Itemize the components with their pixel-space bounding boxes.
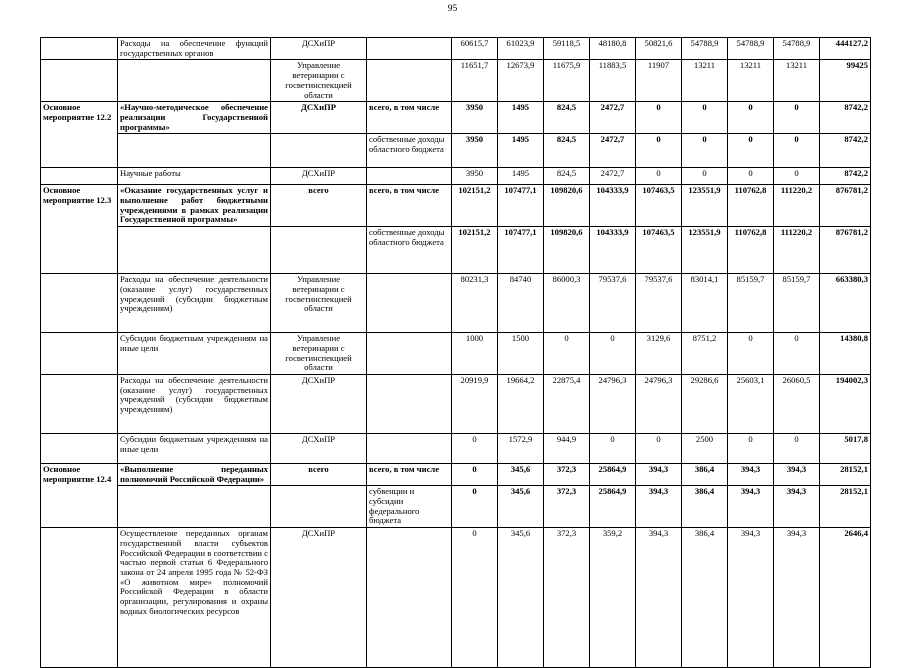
year-value-cell: 12673,9 bbox=[498, 60, 544, 102]
year-value-cell: 0 bbox=[636, 433, 682, 463]
year-value-cell: 25603,1 bbox=[728, 374, 774, 433]
year-value-cell: 0 bbox=[590, 433, 636, 463]
year-value-cell: 0 bbox=[728, 134, 774, 168]
year-value-cell: 102151,2 bbox=[452, 227, 498, 274]
total-cell: 2646,4 bbox=[820, 528, 871, 668]
year-value-cell: 824,5 bbox=[544, 102, 590, 134]
year-value-cell: 0 bbox=[452, 463, 498, 485]
executor-cell: ДСХиПР bbox=[271, 38, 367, 60]
total-cell: 28152,1 bbox=[820, 463, 871, 485]
year-value-cell: 13211 bbox=[774, 60, 820, 102]
year-value-cell: 11883,5 bbox=[590, 60, 636, 102]
year-value-cell: 86000,3 bbox=[544, 274, 590, 333]
funding-source-cell: собственные доходы областного бюджета bbox=[367, 134, 452, 168]
year-value-cell: 79537,6 bbox=[636, 274, 682, 333]
year-value-cell: 0 bbox=[774, 102, 820, 134]
total-cell: 194002,3 bbox=[820, 374, 871, 433]
year-value-cell: 372,3 bbox=[544, 528, 590, 668]
year-value-cell: 102151,2 bbox=[452, 185, 498, 227]
funding-source-cell: субвенции и субсидии федерального бюджета bbox=[367, 486, 452, 528]
funding-source-cell bbox=[367, 374, 452, 433]
executor-cell: ДСХиПР bbox=[271, 528, 367, 668]
event-cell: Основное мероприятие 12.2 bbox=[41, 102, 118, 168]
year-value-cell: 13211 bbox=[728, 60, 774, 102]
total-cell: 663380,3 bbox=[820, 274, 871, 333]
event-cell bbox=[41, 528, 118, 668]
year-value-cell: 50821,6 bbox=[636, 38, 682, 60]
expense-name-cell: Осуществление переданных органам государственной власти субъектов Российской Федерации в соответствии с частью первой статьи 6 Федерального закона от 24 апреля 1995 года № 52-ФЗ «О животном мире» полномочий Российской Федерации в области организации, регулирования и охраны водных биологических ресурсов bbox=[118, 528, 271, 668]
year-value-cell: 1495 bbox=[498, 102, 544, 134]
event-cell bbox=[41, 374, 118, 433]
total-cell: 28152,1 bbox=[820, 486, 871, 528]
page-number: 95 bbox=[447, 4, 458, 14]
year-value-cell: 85159,7 bbox=[728, 274, 774, 333]
year-value-cell: 3950 bbox=[452, 134, 498, 168]
executor-cell: ДСХиПР bbox=[271, 433, 367, 463]
total-cell: 14380,8 bbox=[820, 333, 871, 375]
event-cell bbox=[41, 38, 118, 60]
year-value-cell: 80231,3 bbox=[452, 274, 498, 333]
year-value-cell: 1000 bbox=[452, 333, 498, 375]
executor-cell bbox=[271, 227, 367, 274]
event-cell bbox=[41, 274, 118, 333]
year-value-cell: 11651,7 bbox=[452, 60, 498, 102]
event-cell bbox=[41, 60, 118, 102]
table-row bbox=[41, 185, 871, 227]
year-value-cell: 386,4 bbox=[682, 528, 728, 668]
event-cell bbox=[41, 433, 118, 463]
year-value-cell: 109820,6 bbox=[544, 185, 590, 227]
year-value-cell: 394,3 bbox=[728, 528, 774, 668]
year-value-cell: 123551,9 bbox=[682, 185, 728, 227]
year-value-cell: 3950 bbox=[452, 168, 498, 185]
table-row bbox=[41, 463, 871, 485]
year-value-cell: 84740 bbox=[498, 274, 544, 333]
year-value-cell: 110762,8 bbox=[728, 227, 774, 274]
year-value-cell: 111220,2 bbox=[774, 185, 820, 227]
year-value-cell: 372,3 bbox=[544, 486, 590, 528]
year-value-cell: 0 bbox=[590, 333, 636, 375]
event-cell: Основное мероприятие 12.3 bbox=[41, 185, 118, 274]
year-value-cell: 1572,9 bbox=[498, 433, 544, 463]
expense-name-cell: Субсидии бюджетным учреждениям на иные цели bbox=[118, 433, 271, 463]
year-value-cell: 111220,2 bbox=[774, 227, 820, 274]
year-value-cell: 54788,9 bbox=[682, 38, 728, 60]
funding-source-cell bbox=[367, 168, 452, 185]
executor-cell bbox=[271, 134, 367, 168]
year-value-cell: 0 bbox=[682, 134, 728, 168]
year-value-cell: 2472,7 bbox=[590, 134, 636, 168]
table-row bbox=[41, 38, 871, 60]
expense-name-cell: Расходы на обеспечение деятельности (оказание услуг) государственных учреждений (субсидии бюджетным учреждениям) bbox=[118, 374, 271, 433]
year-value-cell: 824,5 bbox=[544, 134, 590, 168]
year-value-cell: 0 bbox=[728, 433, 774, 463]
table-row bbox=[41, 333, 871, 375]
total-cell: 876781,2 bbox=[820, 185, 871, 227]
executor-cell: всего bbox=[271, 463, 367, 485]
total-cell: 876781,2 bbox=[820, 227, 871, 274]
year-value-cell: 394,3 bbox=[728, 463, 774, 485]
year-value-cell: 20919,9 bbox=[452, 374, 498, 433]
year-value-cell: 394,3 bbox=[636, 486, 682, 528]
year-value-cell: 0 bbox=[544, 333, 590, 375]
year-value-cell: 59118,5 bbox=[544, 38, 590, 60]
year-value-cell: 0 bbox=[728, 168, 774, 185]
funding-source-cell bbox=[367, 333, 452, 375]
year-value-cell: 8751,2 bbox=[682, 333, 728, 375]
executor-cell: ДСХиПР bbox=[271, 168, 367, 185]
executor-cell: Управление ветеринарии с госветинспекцией области bbox=[271, 274, 367, 333]
table-row bbox=[41, 274, 871, 333]
table-row bbox=[41, 433, 871, 463]
year-value-cell: 345,6 bbox=[498, 486, 544, 528]
year-value-cell: 2472,7 bbox=[590, 102, 636, 134]
expense-name-cell bbox=[118, 486, 271, 528]
year-value-cell: 0 bbox=[636, 168, 682, 185]
funding-source-cell bbox=[367, 60, 452, 102]
year-value-cell: 107477,1 bbox=[498, 185, 544, 227]
funding-source-cell bbox=[367, 38, 452, 60]
year-value-cell: 104333,9 bbox=[590, 227, 636, 274]
executor-cell: Управление ветеринарии с госветинспекцией области bbox=[271, 60, 367, 102]
year-value-cell: 1495 bbox=[498, 134, 544, 168]
year-value-cell: 0 bbox=[636, 102, 682, 134]
year-value-cell: 372,3 bbox=[544, 463, 590, 485]
year-value-cell: 60615,7 bbox=[452, 38, 498, 60]
year-value-cell: 0 bbox=[452, 433, 498, 463]
table-row bbox=[41, 60, 871, 102]
year-value-cell: 83014,1 bbox=[682, 274, 728, 333]
year-value-cell: 22875,4 bbox=[544, 374, 590, 433]
year-value-cell: 107463,5 bbox=[636, 227, 682, 274]
year-value-cell: 107463,5 bbox=[636, 185, 682, 227]
executor-cell: ДСХиПР bbox=[271, 374, 367, 433]
executor-cell: всего bbox=[271, 185, 367, 227]
total-cell: 99425 bbox=[820, 60, 871, 102]
funding-source-cell bbox=[367, 433, 452, 463]
table-row bbox=[41, 374, 871, 433]
year-value-cell: 24796,3 bbox=[636, 374, 682, 433]
table-row bbox=[41, 486, 871, 528]
expense-name-cell bbox=[118, 134, 271, 168]
year-value-cell: 25864,9 bbox=[590, 463, 636, 485]
year-value-cell: 345,6 bbox=[498, 463, 544, 485]
expense-name-cell bbox=[118, 227, 271, 274]
total-cell: 5017,8 bbox=[820, 433, 871, 463]
funding-source-cell bbox=[367, 274, 452, 333]
year-value-cell: 1500 bbox=[498, 333, 544, 375]
year-value-cell: 394,3 bbox=[636, 463, 682, 485]
funding-source-cell bbox=[367, 528, 452, 668]
funding-source-cell: всего, в том числе bbox=[367, 185, 452, 227]
year-value-cell: 2500 bbox=[682, 433, 728, 463]
table-row bbox=[41, 102, 871, 134]
expense-name-cell: Субсидии бюджетным учреждениям на иные цели bbox=[118, 333, 271, 375]
year-value-cell: 394,3 bbox=[774, 486, 820, 528]
funding-source-cell: всего, в том числе bbox=[367, 102, 452, 134]
year-value-cell: 3129,6 bbox=[636, 333, 682, 375]
year-value-cell: 345,6 bbox=[498, 528, 544, 668]
expense-name-cell: Расходы на обеспечение деятельности (оказание услуг) государственных учреждений (субсидии бюджетным учреждениям) bbox=[118, 274, 271, 333]
year-value-cell: 19664,2 bbox=[498, 374, 544, 433]
funding-source-cell: всего, в том числе bbox=[367, 463, 452, 485]
year-value-cell: 25864,9 bbox=[590, 486, 636, 528]
year-value-cell: 359,2 bbox=[590, 528, 636, 668]
year-value-cell: 0 bbox=[774, 333, 820, 375]
year-value-cell: 29286,6 bbox=[682, 374, 728, 433]
year-value-cell: 1495 bbox=[498, 168, 544, 185]
budget-table bbox=[40, 37, 871, 668]
table-row bbox=[41, 528, 871, 668]
expense-name-cell: Расходы на обеспечение функций государственных органов bbox=[118, 38, 271, 60]
year-value-cell: 824,5 bbox=[544, 168, 590, 185]
table-row bbox=[41, 168, 871, 185]
expense-name-cell: Научные работы bbox=[118, 168, 271, 185]
year-value-cell: 13211 bbox=[682, 60, 728, 102]
year-value-cell: 0 bbox=[636, 134, 682, 168]
total-cell: 8742,2 bbox=[820, 168, 871, 185]
year-value-cell: 0 bbox=[774, 168, 820, 185]
year-value-cell: 104333,9 bbox=[590, 185, 636, 227]
year-value-cell: 0 bbox=[728, 333, 774, 375]
year-value-cell: 109820,6 bbox=[544, 227, 590, 274]
table-row bbox=[41, 134, 871, 168]
year-value-cell: 394,3 bbox=[774, 528, 820, 668]
year-value-cell: 54788,9 bbox=[774, 38, 820, 60]
table-body bbox=[41, 38, 871, 668]
year-value-cell: 0 bbox=[728, 102, 774, 134]
event-cell bbox=[41, 333, 118, 375]
event-cell: Основное мероприятие 12.4 bbox=[41, 463, 118, 527]
year-value-cell: 0 bbox=[452, 486, 498, 528]
year-value-cell: 3950 bbox=[452, 102, 498, 134]
year-value-cell: 61023,9 bbox=[498, 38, 544, 60]
executor-cell: ДСХиПР bbox=[271, 102, 367, 134]
expense-name-cell bbox=[118, 60, 271, 102]
executor-cell bbox=[271, 486, 367, 528]
year-value-cell: 0 bbox=[774, 433, 820, 463]
event-cell bbox=[41, 168, 118, 185]
year-value-cell: 386,4 bbox=[682, 486, 728, 528]
year-value-cell: 386,4 bbox=[682, 463, 728, 485]
year-value-cell: 11907 bbox=[636, 60, 682, 102]
year-value-cell: 394,3 bbox=[774, 463, 820, 485]
total-cell: 8742,2 bbox=[820, 134, 871, 168]
year-value-cell: 85159,7 bbox=[774, 274, 820, 333]
year-value-cell: 394,3 bbox=[636, 528, 682, 668]
year-value-cell: 944,9 bbox=[544, 433, 590, 463]
year-value-cell: 0 bbox=[452, 528, 498, 668]
year-value-cell: 110762,8 bbox=[728, 185, 774, 227]
year-value-cell: 11675,9 bbox=[544, 60, 590, 102]
year-value-cell: 0 bbox=[682, 102, 728, 134]
expense-name-cell: «Выполнение переданных полномочий Российской Федерации» bbox=[118, 463, 271, 485]
expense-name-cell: «Оказание государственных услуг и выполнение работ бюджетными учреждениями в рамках реализации Государственной программы» bbox=[118, 185, 271, 227]
year-value-cell: 54788,9 bbox=[728, 38, 774, 60]
total-cell: 8742,2 bbox=[820, 102, 871, 134]
expense-name-cell: «Научно-методическое обеспечение реализации Государственной программы» bbox=[118, 102, 271, 134]
executor-cell: Управление ветеринарии с госветинспекцией области bbox=[271, 333, 367, 375]
year-value-cell: 123551,9 bbox=[682, 227, 728, 274]
table-row bbox=[41, 227, 871, 274]
year-value-cell: 2472,7 bbox=[590, 168, 636, 185]
year-value-cell: 0 bbox=[774, 134, 820, 168]
year-value-cell: 394,3 bbox=[728, 486, 774, 528]
year-value-cell: 24796,3 bbox=[590, 374, 636, 433]
year-value-cell: 48180,8 bbox=[590, 38, 636, 60]
year-value-cell: 26060,5 bbox=[774, 374, 820, 433]
year-value-cell: 107477,1 bbox=[498, 227, 544, 274]
funding-source-cell: собственные доходы областного бюджета bbox=[367, 227, 452, 274]
total-cell: 444127,2 bbox=[820, 38, 871, 60]
year-value-cell: 79537,6 bbox=[590, 274, 636, 333]
year-value-cell: 0 bbox=[682, 168, 728, 185]
